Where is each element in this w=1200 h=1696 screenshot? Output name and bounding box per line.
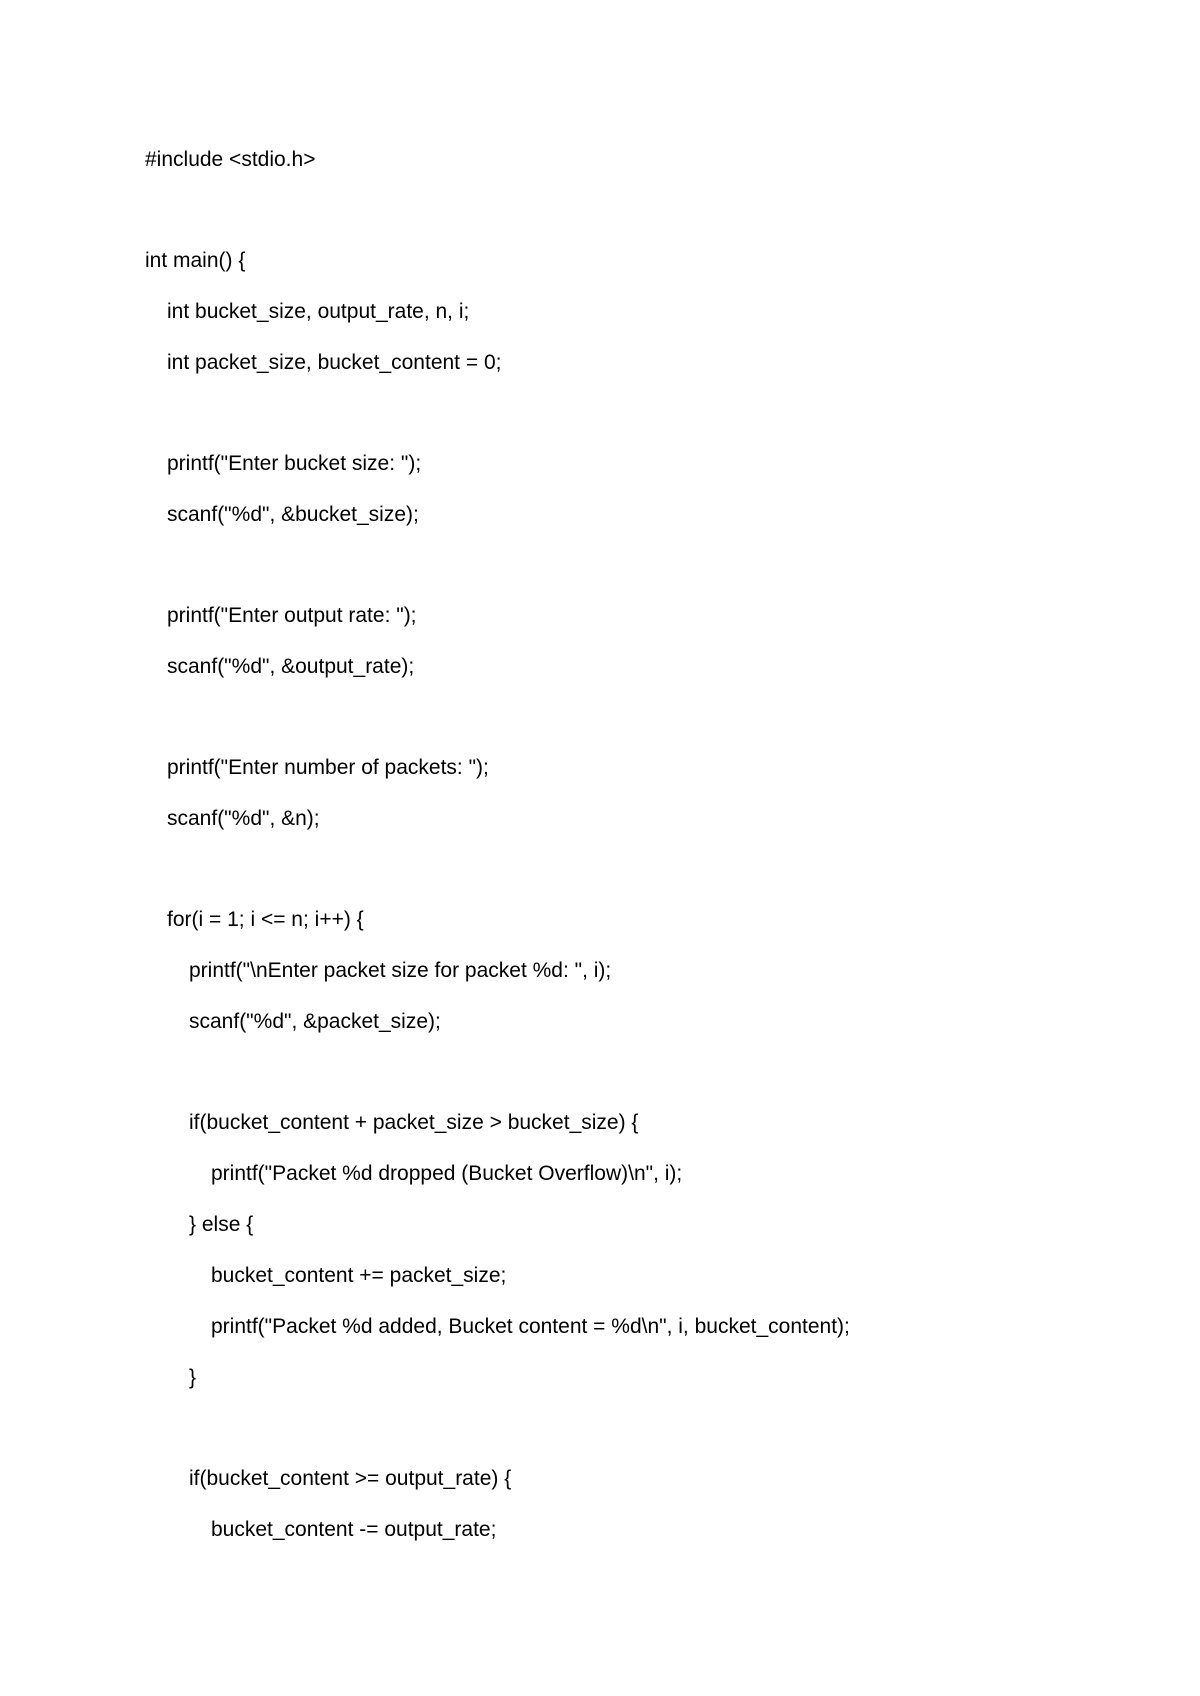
code-line: } else {	[189, 1213, 254, 1236]
code-line: scanf("%d", &bucket_size);	[167, 503, 419, 526]
code-line: printf("\nEnter packet size for packet %d: ", i);	[189, 959, 612, 982]
code-line: for(i = 1; i <= n; i++) {	[167, 908, 364, 931]
code-line: int main() {	[145, 249, 246, 272]
code-line: scanf("%d", &output_rate);	[167, 655, 415, 678]
code-line: printf("Enter output rate: ");	[167, 604, 417, 627]
code-line: bucket_content += packet_size;	[211, 1264, 507, 1287]
code-line: printf("Enter bucket size: ");	[167, 452, 422, 475]
code-line: printf("Enter number of packets: ");	[167, 756, 489, 779]
code-line: #include <stdio.h>	[145, 148, 316, 171]
code-line: if(bucket_content + packet_size > bucket_size) {	[189, 1111, 639, 1134]
code-line: if(bucket_content >= output_rate) {	[189, 1467, 512, 1490]
code-line: }	[189, 1366, 197, 1389]
code-line: printf("Packet %d dropped (Bucket Overflow)\n", i);	[211, 1162, 683, 1185]
code-line: bucket_content -= output_rate;	[211, 1518, 497, 1541]
code-line: scanf("%d", &n);	[167, 807, 320, 830]
code-line: scanf("%d", &packet_size);	[189, 1010, 441, 1033]
code-line: int packet_size, bucket_content = 0;	[167, 351, 502, 374]
code-line: printf("Packet %d added, Bucket content = %d\n", i, bucket_content);	[211, 1315, 850, 1338]
code-line: int bucket_size, output_rate, n, i;	[167, 300, 470, 323]
